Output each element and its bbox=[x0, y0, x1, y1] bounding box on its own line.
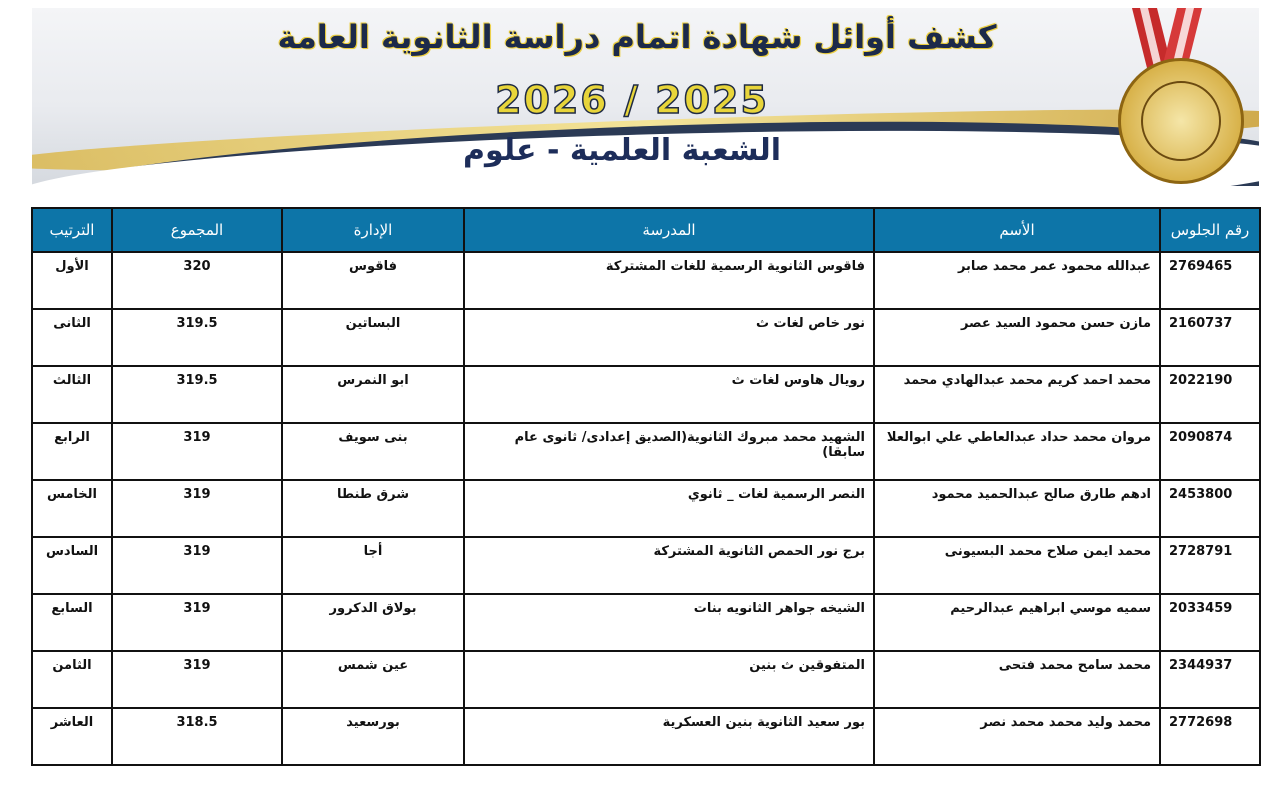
table-row bbox=[32, 594, 1260, 651]
table-row bbox=[32, 651, 1260, 708]
cell-rank: الرابع bbox=[32, 423, 112, 480]
header-seat: رقم الجلوس bbox=[1160, 208, 1260, 252]
cell-admin: فاقوس bbox=[282, 252, 464, 309]
cell-rank: الثانى bbox=[32, 309, 112, 366]
cell-school: برج نور الحمص الثانوية المشتركة bbox=[464, 537, 874, 594]
cell-total: 319.5 bbox=[112, 309, 282, 366]
header-school: المدرسة bbox=[464, 208, 874, 252]
cell-admin: ابو النمرس bbox=[282, 366, 464, 423]
banner-branch: الشعبة العلمية - علوم bbox=[462, 133, 782, 168]
cell-admin: بورسعيد bbox=[282, 708, 464, 765]
cell-name: محمد وليد محمد محمد نصر bbox=[874, 708, 1160, 765]
cell-seat: 2453800 bbox=[1160, 480, 1260, 537]
cell-rank: العاشر bbox=[32, 708, 112, 765]
cell-seat: 2022190 bbox=[1160, 366, 1260, 423]
table-row bbox=[32, 309, 1260, 366]
table-row bbox=[32, 480, 1260, 537]
cell-seat: 2160737 bbox=[1160, 309, 1260, 366]
cell-admin: بولاق الدكرور bbox=[282, 594, 464, 651]
ministry-seal-icon bbox=[1118, 58, 1244, 184]
cell-total: 319.5 bbox=[112, 366, 282, 423]
cell-name: مروان محمد حداد عبدالعاطي علي ابوالعلا bbox=[874, 423, 1160, 480]
cell-total: 319 bbox=[112, 423, 282, 480]
cell-name: عبدالله محمود عمر محمد صابر bbox=[874, 252, 1160, 309]
cell-rank: الثامن bbox=[32, 651, 112, 708]
cell-school: الشيخه جواهر الثانويه بنات bbox=[464, 594, 874, 651]
table-row bbox=[32, 708, 1260, 765]
cell-seat: 2728791 bbox=[1160, 537, 1260, 594]
cell-seat: 2344937 bbox=[1160, 651, 1260, 708]
cell-rank: السادس bbox=[32, 537, 112, 594]
cell-total: 318.5 bbox=[112, 708, 282, 765]
cell-name: سميه موسي ابراهيم عبدالرحيم bbox=[874, 594, 1160, 651]
table-row bbox=[32, 537, 1260, 594]
cell-school: الشهيد محمد مبروك الثانوية(الصديق إعدادى/ ثانوى عام سابقا) bbox=[464, 423, 874, 480]
cell-school: بور سعيد الثانوية بنين العسكرية bbox=[464, 708, 874, 765]
cell-rank: الأول bbox=[32, 252, 112, 309]
cell-school: رويال هاوس لغات ث bbox=[464, 366, 874, 423]
table-row bbox=[32, 423, 1260, 480]
cell-admin: البساتين bbox=[282, 309, 464, 366]
cell-school: النصر الرسمية لغات _ ثانوي bbox=[464, 480, 874, 537]
cell-total: 319 bbox=[112, 480, 282, 537]
header-total: المجموع bbox=[112, 208, 282, 252]
cell-rank: الثالث bbox=[32, 366, 112, 423]
cell-seat: 2769465 bbox=[1160, 252, 1260, 309]
cell-name: مازن حسن محمود السيد عصر bbox=[874, 309, 1160, 366]
cell-name: ادهم طارق صالح عبدالحميد محمود bbox=[874, 480, 1160, 537]
table-header-row bbox=[32, 208, 1260, 252]
header-admin: الإدارة bbox=[282, 208, 464, 252]
banner-title: كشف أوائل شهادة اتمام دراسة الثانوية العامة bbox=[277, 18, 997, 56]
cell-total: 319 bbox=[112, 594, 282, 651]
cell-name: محمد سامح محمد فتحى bbox=[874, 651, 1160, 708]
table-row bbox=[32, 366, 1260, 423]
cell-name: محمد احمد كريم محمد عبدالهادي محمد bbox=[874, 366, 1160, 423]
cell-seat: 2772698 bbox=[1160, 708, 1260, 765]
cell-rank: السابع bbox=[32, 594, 112, 651]
banner-year: 2026 / 2025 bbox=[495, 78, 769, 122]
cell-school: المتفوقين ث بنين bbox=[464, 651, 874, 708]
header-rank: الترتيب bbox=[32, 208, 112, 252]
cell-seat: 2033459 bbox=[1160, 594, 1260, 651]
cell-admin: عين شمس bbox=[282, 651, 464, 708]
cell-school: فاقوس الثانوية الرسمية للغات المشتركة bbox=[464, 252, 874, 309]
cell-school: نور خاص لغات ث bbox=[464, 309, 874, 366]
cell-rank: الخامس bbox=[32, 480, 112, 537]
cell-total: 320 bbox=[112, 252, 282, 309]
cell-admin: شرق طنطا bbox=[282, 480, 464, 537]
table-row bbox=[32, 252, 1260, 309]
cell-total: 319 bbox=[112, 651, 282, 708]
cell-admin: أجا bbox=[282, 537, 464, 594]
cell-total: 319 bbox=[112, 537, 282, 594]
cell-name: محمد ايمن صلاح محمد البسيونى bbox=[874, 537, 1160, 594]
results-table bbox=[31, 207, 1261, 766]
header-banner bbox=[32, 8, 1259, 186]
header-name: الأسم bbox=[874, 208, 1160, 252]
cell-admin: بنى سويف bbox=[282, 423, 464, 480]
cell-seat: 2090874 bbox=[1160, 423, 1260, 480]
